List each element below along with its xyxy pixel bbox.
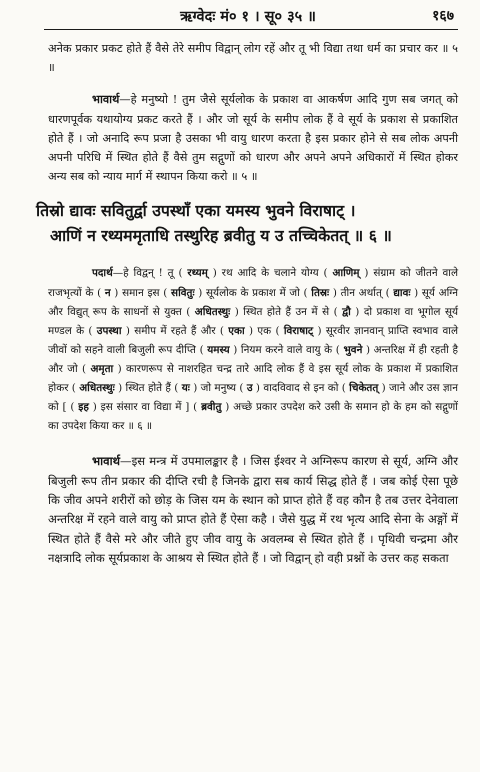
padarth-label: पदार्थ (92, 267, 113, 280)
gloss-term: एका (228, 324, 245, 337)
gloss-term: रथ्यम् (187, 267, 208, 280)
gloss-term: उ (246, 381, 253, 394)
gloss-term: इह (78, 401, 89, 414)
gloss-text: ) दो प्रकाश वा भूगोल सूर्य मण्डल के ( (48, 305, 459, 337)
gloss-text: ) समीप में रहते हैं और ( (121, 324, 229, 337)
bhavarth-paragraph (48, 90, 458, 186)
gloss-text: ) तीन अर्थात् ( (329, 286, 394, 299)
gloss-text: ) सूर्यलोक के प्रकाश में जो ( (194, 286, 312, 299)
header-rule (44, 29, 458, 30)
gloss-text: ) अन्तरिक्ष में ही रहती है और जो ( (48, 343, 458, 375)
gloss-text: —हे विद्वन् ! तू ( (112, 267, 188, 280)
continued-paragraph: अनेक प्रकार प्रकट होते हैं वैसे तेरे समीप विद्वान् लोग रहें और तू भी विद्या तथा धर्म का प्रचार कर ॥ ५ ॥ (48, 42, 458, 75)
gloss-text: ) स्थित होते हैं उन में से ( (230, 305, 343, 318)
bhavarth-label: भावार्थ (92, 92, 120, 107)
mantra-verse (36, 198, 466, 248)
gloss-term: आणिम् (332, 267, 360, 280)
gloss-term: द्वौ (342, 305, 351, 318)
gloss-term: न (104, 286, 111, 299)
padarth-text (48, 267, 458, 432)
running-title: ऋग्वेदः मं० १ । सू० ३५ ॥ (180, 8, 316, 25)
gloss-term: विराषाट् (283, 324, 314, 337)
gloss-text: ) संग्राम को जीतने वाले राजभृत्यों के ( (48, 267, 458, 299)
gloss-term: अधितस्थुः (194, 305, 231, 318)
gloss-text: ) रथ आदि के चलाने योग्य ( (207, 267, 333, 280)
gloss-text: ) जो मनुष्य ( (189, 381, 247, 394)
gloss-term: द्यावः (393, 286, 411, 299)
bhavarth-text: —हे मनुष्यो ! तुम जैसे सूर्यलोक के प्रकाश वा आकर्षण आदि गुण सब जगत् को धारणपूर्वक यथायोग्य प्रकट करते हैं । और जो सूर्य के समीप लोक हैं वे सूर्य के प्रकाश से प्रकाशित होते हैं । जो अनादि रूप प्रजा है उसका भी वायु धारण करता है इस प्रकार होने से सब लोक अपनी अपनी परिधि में स्थित होते हैं वैसे तुम सद्गुणों को धारण और अपने अपने अधिकारों में स्थित होकर अन्य सब को न्याय मार्ग में स्थापन किया करो ॥ ५ ॥ (48, 93, 458, 184)
gloss-text: ) नियम करने वाले वायु के ( (229, 343, 344, 356)
gloss-text: ) समान इस ( (110, 286, 172, 299)
gloss-text: ) अच्छे प्रकार उपदेश करे उसी के समान हो के हम को सद्गुणों का उपदेश किया कर ॥ ६ ॥ (48, 401, 458, 433)
gloss-text: ) एक ( (244, 324, 284, 337)
gloss-term: सवितुः (171, 286, 195, 299)
page-header (48, 6, 458, 26)
mantra-line-1: तिस्रो द्यावः सवितुर्द्वा उपस्थाँ एका यमस्य भुवने विराषाट् । (36, 201, 356, 221)
gloss-term: चिकेतत् (349, 381, 379, 394)
bhavarth-paragraph-2 (48, 452, 458, 568)
padarth-paragraph (48, 264, 458, 436)
mantra-line-2: आणिं न रथ्यममृताधि तस्थुरिह ब्रवीतु य उ तच्चिकेतत् ॥ ६ ॥ (50, 226, 392, 246)
gloss-term: यः (181, 381, 190, 394)
gloss-text: ) सूर्य अग्नि और विद्युत् रूप के साधनों से युक्त ( (48, 286, 458, 318)
gloss-text: ) इस संसार वा विद्या में ] ( (88, 401, 202, 414)
gloss-text: ) वादविवाद से इन को ( (252, 381, 350, 394)
gloss-term: यमस्य (207, 343, 230, 356)
bhavarth-text-2: —इस मन्त्र में उपमालङ्कार है । जिस ईश्वर ने अग्निरूप कारण से सूर्य, अग्नि और बिजुली रूप तीन प्रकार की दीप्ति रची है जिनके द्वारा सब कार्य सिद्ध होते हैं । जब कोई ऐसा पूछे कि जीव अपने शरीरों को छोड़ के जिस यम के स्थान को प्राप्त होते हैं वह कौन है तब उत्तर देनेवाला अन्तरिक्ष में रहने वाले वायु को प्राप्त होते हैं ऐसा कहै । जैसे युद्ध में रथ भृत्य आदि सेना के अङ्गों में स्थित होते हैं वैसे मरे और जीते हुए जीव वायु के अवलम्ब से स्थित होते हैं । पृथिवी चन्द्रमा और नक्षत्रादि लोक सूर्यप्रकाश के आश्रय से स्थित होते हैं । जो विद्वान् हो वही प्रश्नों के उत्तर कह सकता (48, 454, 458, 566)
gloss-term: तिस्रः (311, 286, 330, 299)
gloss-text: ) सूरवीर ज्ञानवान् प्राप्ति स्वभाव वाले जीवों को सहने वाली बिजुली रूप दीप्ति ( (48, 324, 458, 356)
page-number: १६७ (432, 8, 454, 24)
gloss-term: भुवने (343, 343, 363, 356)
gloss-text: ) जाने और उस ज्ञान को [ ( (48, 381, 458, 414)
gloss-term: अधितस्थुः (79, 381, 115, 394)
bhavarth-label-2: भावार्थ (92, 454, 121, 469)
gloss-text: ) कारणरूप से नाशरहित चन्द्र तारे आदि लोक हैं वे इस सूर्य लोक के प्रकाश में प्रकाशित होकर ( (48, 362, 458, 394)
gloss-term: उपस्था (96, 324, 122, 337)
gloss-term: अमृता (90, 362, 114, 375)
gloss-term: ब्रवीतु (201, 401, 222, 414)
gloss-text: ) स्थित होते हैं ( (114, 381, 182, 394)
